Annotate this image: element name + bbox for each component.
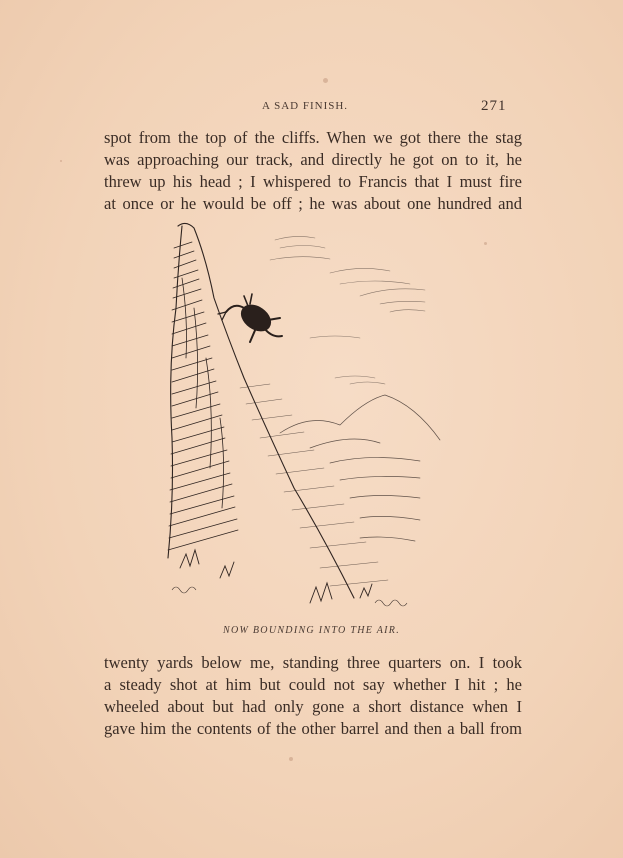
paper-speck xyxy=(323,78,328,83)
text-line: twenty yards below me, standing three quarters on. I took xyxy=(104,653,522,672)
text-line: wheeled about but had only gone a short distance when I xyxy=(104,697,522,716)
sky-hatching xyxy=(270,236,425,384)
distant-mountains xyxy=(280,395,440,541)
paper-speck xyxy=(60,160,62,162)
paragraph-bottom xyxy=(104,652,522,740)
paragraph-top xyxy=(104,127,522,215)
illustration-caption: NOW BOUNDING INTO THE AIR. xyxy=(222,625,401,636)
text-line: at once or he would be off ; he was about one hundred and xyxy=(104,194,522,213)
cliff-hatching xyxy=(168,242,238,550)
page-number: 271 xyxy=(481,98,507,114)
text-line: was approaching our track, and directly he got on to it, he xyxy=(104,150,522,169)
text-line: a steady shot at him but could not say whether I hit ; he xyxy=(104,675,522,694)
stag-falling-from-cliff-icon xyxy=(160,218,460,618)
running-title: A SAD FINISH. xyxy=(262,100,349,112)
paper-speck xyxy=(289,757,293,761)
text-line: spot from the top of the cliffs. When we got there the stag xyxy=(104,128,522,147)
running-head xyxy=(0,100,623,120)
text-line: gave him the contents of the other barrel and then a ball from xyxy=(104,719,522,738)
slope-hatching xyxy=(240,384,388,586)
artist-signature xyxy=(172,587,407,606)
text-line: threw up his head ; I whispered to Francis that I must fire xyxy=(104,172,522,191)
paper-speck xyxy=(484,242,487,245)
